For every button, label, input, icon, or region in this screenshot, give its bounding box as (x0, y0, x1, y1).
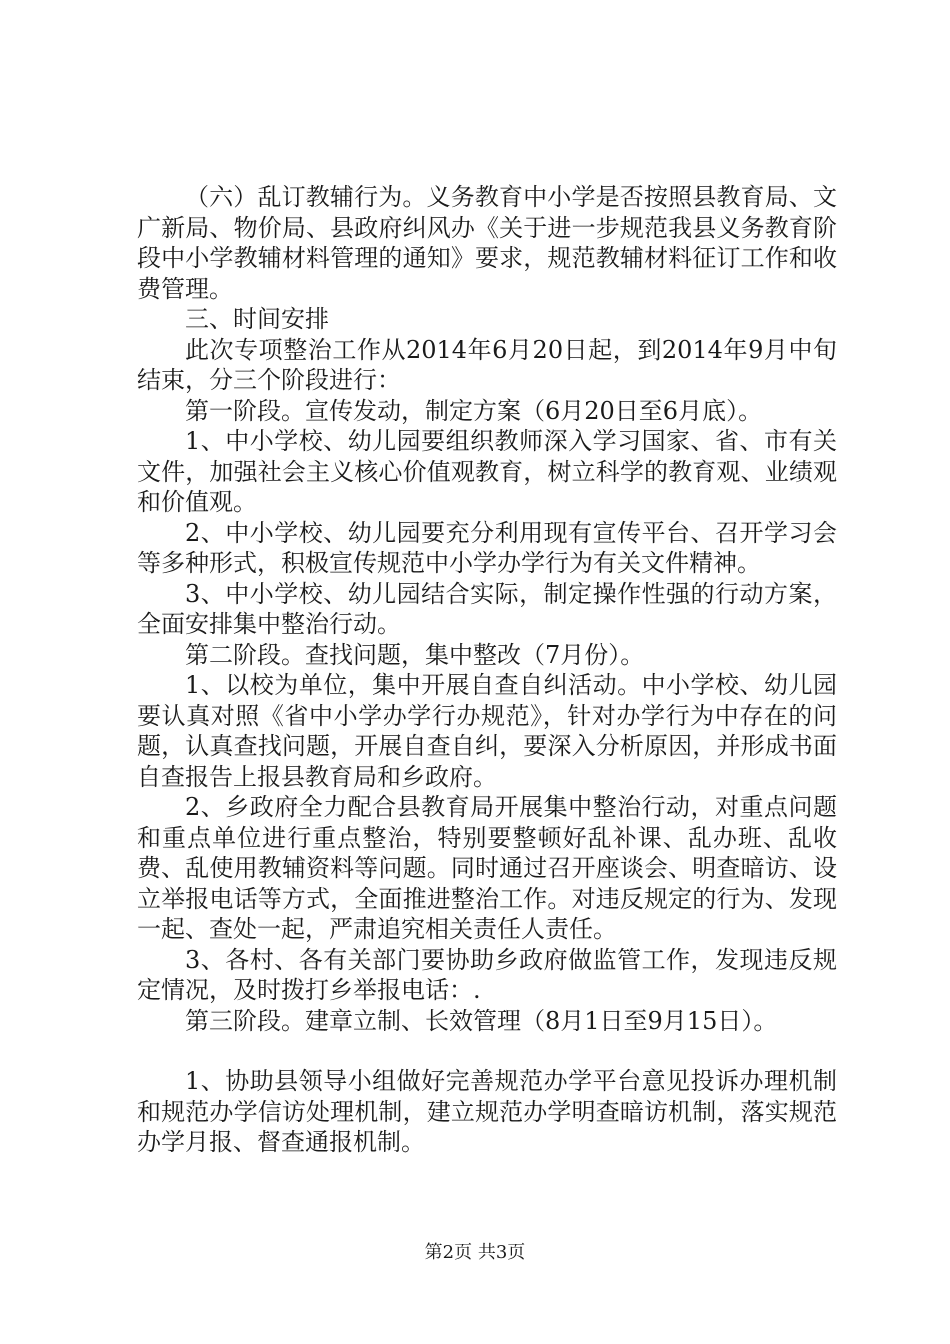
paragraph-stage-one-item-3: 3、中小学校、幼儿园结合实际，制定操作性强的行动方案，全面安排集中整治行动。 (137, 579, 837, 638)
heading-time-schedule: 三、时间安排 (185, 305, 329, 333)
heading-stage-one: 第一阶段。宣传发动，制定方案（6月20日至6月底）。 (185, 396, 763, 425)
document-body (137, 182, 837, 1158)
paragraph-stage-two-item-1: 1、以校为单位，集中开展自查自纠活动。中小学校、幼儿园要认真对照《省中小学办学行办规范》，针对办学行为中存在的问题，认真查找问题，开展自查自纠，要深入分析原因，并形成书面自查报告上报县教育局和乡政府。 (137, 671, 837, 791)
heading-stage-three: 第三阶段。建章立制、长效管理（8月1日至9月15日）。 (185, 1006, 778, 1035)
paragraph-section-six: （六）乱订教辅行为。义务教育中小学是否按照县教育局、文广新局、物价局、县政府纠风办《关于进一步规范我县义务教育阶段中小学教辅材料管理的通知》要求，规范教辅材料征订工作和收费管理。 (137, 183, 837, 303)
paragraph-stage-one-item-1: 1、中小学校、幼儿园要组织教师深入学习国家、省、市有关文件，加强社会主义核心价值观教育，树立科学的教育观、业绩观和价值观。 (137, 427, 837, 516)
paragraph-stage-two-item-3: 3、各村、各有关部门要协助乡政府做监管工作，发现违反规定情况，及时拨打乡举报电话：. (137, 945, 837, 1004)
paragraph-schedule-intro: 此次专项整治工作从2014年6月20日起，到2014年9月中旬结束，分三个阶段进行： (137, 335, 837, 394)
paragraph-stage-one-item-2: 2、中小学校、幼儿园要充分利用现有宣传平台、召开学习会等多种形式，积极宣传规范中小学办学行为有关文件精神。 (137, 518, 837, 577)
paragraph-stage-three-item-1: 1、协助县领导小组做好完善规范办学平台意见投诉办理机制和规范办学信访处理机制，建立规范办学明查暗访机制，落实规范办学月报、督查通报机制。 (137, 1067, 837, 1156)
paragraph-stage-two-item-2: 2、乡政府全力配合县教育局开展集中整治行动，对重点问题和重点单位进行重点整治，特别要整顿好乱补课、乱办班、乱收费、乱使用教辅资料等问题。同时通过召开座谈会、明查暗访、设立举报电话等方式，全面推进整治工作。对违反规定的行为、发现一起、查处一起，严肃追究相关责任人责任。 (137, 793, 837, 943)
page-number-footer: 第2页 共3页 (424, 1242, 526, 1263)
heading-stage-two: 第二阶段。查找问题，集中整改（7月份）。 (185, 640, 645, 669)
